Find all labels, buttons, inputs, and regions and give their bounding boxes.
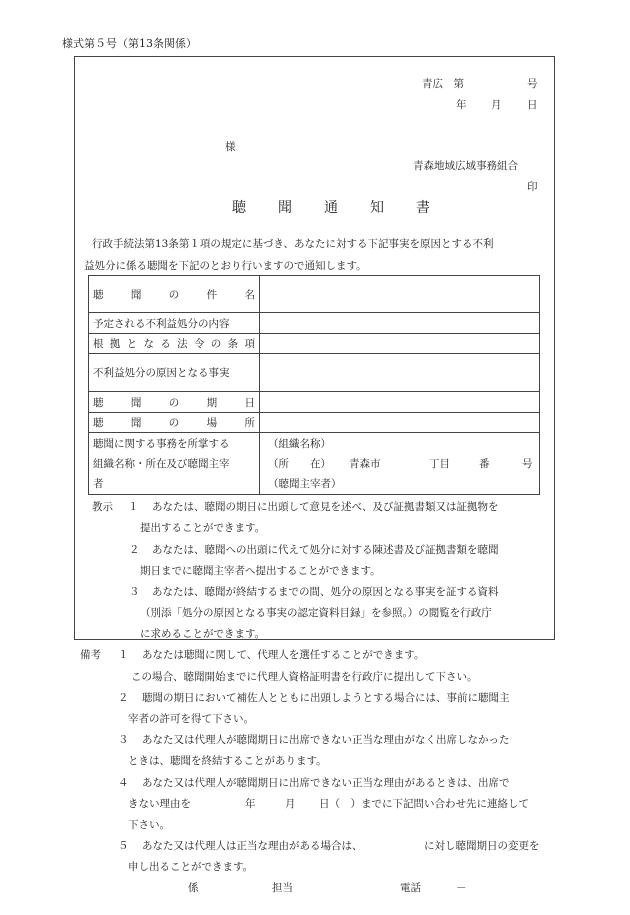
bikou-3-line-2: ときは、聴聞を終結することがあります。 [128, 755, 327, 767]
org-chair-label: （聴聞主宰者） [268, 477, 342, 490]
value-hearing-date [260, 392, 540, 413]
bikou-5-number: ５ [118, 840, 129, 852]
label-planned-disposition: 予定される不利益処分の内容 [89, 313, 260, 334]
date-day: 日 [527, 99, 538, 111]
kyoji-3-number: ３ [129, 586, 140, 598]
bikou-1-number: １ [118, 649, 129, 661]
label-hearing-place: 聴 聞 の 場 所 [93, 417, 255, 429]
value-organization [260, 433, 540, 495]
table-row [89, 354, 540, 392]
label-legal-basis: 根 拠 と な る 法 令 の 条 項 [93, 338, 255, 350]
ref-prefix: 青広 第 [422, 78, 464, 90]
bikou-5-line-2: 申し出ることができます。 [128, 861, 254, 873]
kyoji-1-line-2: 提出することができます。 [140, 522, 266, 534]
bikou-4-number: ４ [118, 777, 129, 789]
intro-line-2: 益処分に係る聴聞を下記のとおり行いますので通知します。 [84, 260, 367, 272]
table-row [89, 392, 540, 413]
form-number: 様式第５号（第13条関係） [62, 37, 197, 50]
bikou-4-line-2c: 月 [285, 798, 296, 810]
value-hearing-place [260, 413, 540, 433]
contact-person-label: 担当 [272, 882, 293, 894]
kyoji-3-line-1: あなたは、聴聞が終結するまでの間、処分の原因となる事実を証する資料 [152, 586, 499, 598]
bikou-4-line-3: 下さい。 [128, 819, 170, 831]
kyoji-2-number: ２ [129, 544, 140, 556]
hearing-info-table [88, 275, 540, 495]
ref-suffix: 号 [527, 78, 538, 90]
contact-section-label: 係 [188, 882, 199, 894]
bikou-5-line-1b: に対し聴聞期日の変更を [424, 840, 540, 852]
value-legal-basis [260, 334, 540, 354]
bikou-4-line-2d: 日（ ）までに下記問い合わせ先に連絡して [319, 798, 529, 810]
label-cause-facts: 不利益処分の原因となる事実 [89, 354, 260, 392]
kyoji-2-line-1: あなたは、聴聞への出頭に代えて処分に対する陳述書及び証拠書類を聴聞 [152, 544, 499, 556]
bikou-2-line-1: 聴聞の期日において補佐人とともに出頭しようとする場合には、事前に聴聞主 [142, 692, 510, 704]
bikou-2-line-2: 宰者の許可を得て下さい。 [128, 713, 254, 725]
document-title: 聴 聞 通 知 書 [232, 200, 439, 216]
bikou-4-line-1: あなた又は代理人が聴聞期日に出席できない正当な理由があるときは、出席で [142, 777, 510, 789]
kyoji-2-line-2: 期日までに聴聞主宰者へ提出することができます。 [140, 565, 381, 577]
label-case-name: 聴 聞 の 件 名 [93, 288, 255, 301]
value-planned-disposition [260, 313, 540, 334]
kyoji-3-line-3: に求めることができます。 [140, 628, 266, 640]
kyoji-3-line-2: （別添「処分の原因となる事実の認定資料目録」を参照。）の閲覧を行政庁 [140, 607, 492, 619]
contact-phone-label: 電話 [400, 882, 421, 894]
label-hearing-date: 聴 聞 の 期 日 [93, 396, 255, 409]
value-case-name [260, 276, 540, 313]
label-organization: 聴聞に関する事務を所掌する 組織名称・所在及び聴聞主宰 者 [89, 433, 260, 495]
bikou-3-line-1: あなた又は代理人が聴聞期日に出席できない正当な理由がなく出席しなかった [142, 734, 510, 746]
date-year: 年 [456, 99, 467, 111]
table-row [89, 313, 540, 334]
bikou-4-line-2a: きない理由を [128, 798, 191, 810]
kyoji-label: 教示 [92, 501, 113, 513]
bikou-4-line-2b: 年 [245, 798, 256, 810]
org-address-line: （所 在） 青森市 丁目 番 号 [268, 457, 533, 470]
addressee-suffix: 様 [225, 141, 236, 153]
date-month: 月 [491, 99, 502, 111]
sender-name: 青森地域広域事務組合 [413, 160, 518, 172]
table-row [89, 276, 540, 313]
bikou-label: 備考 [80, 649, 101, 661]
bikou-5-line-1a: あなた又は代理人は正当な理由がある場合は、 [142, 840, 363, 852]
bikou-3-number: ３ [118, 734, 129, 746]
bikou-1-line-1: あなたは聴聞に関して、代理人を選任することができます。 [142, 649, 425, 661]
bikou-2-number: ２ [118, 692, 129, 704]
bikou-1-line-2: この場合、聴聞開始までに代理人資格証明書を行政庁に提出して下さい。 [131, 671, 478, 683]
table-row [89, 433, 540, 495]
seal-mark: 印 [527, 181, 538, 193]
org-name-label: （組織名称） [268, 437, 331, 450]
table-row [89, 413, 540, 433]
contact-phone-dash: － [456, 882, 467, 894]
kyoji-1-number: １ [128, 501, 139, 513]
intro-line-1: 行政手続法第13条第１項の規定に基づき、あなたに対する下記事実を原因とする不利 [92, 238, 494, 250]
value-cause-facts [260, 354, 540, 392]
kyoji-1-line-1: あなたは、聴聞の期日に出頭して意見を述べ、及び証拠書類又は証拠物を [152, 501, 499, 513]
table-row [89, 334, 540, 354]
